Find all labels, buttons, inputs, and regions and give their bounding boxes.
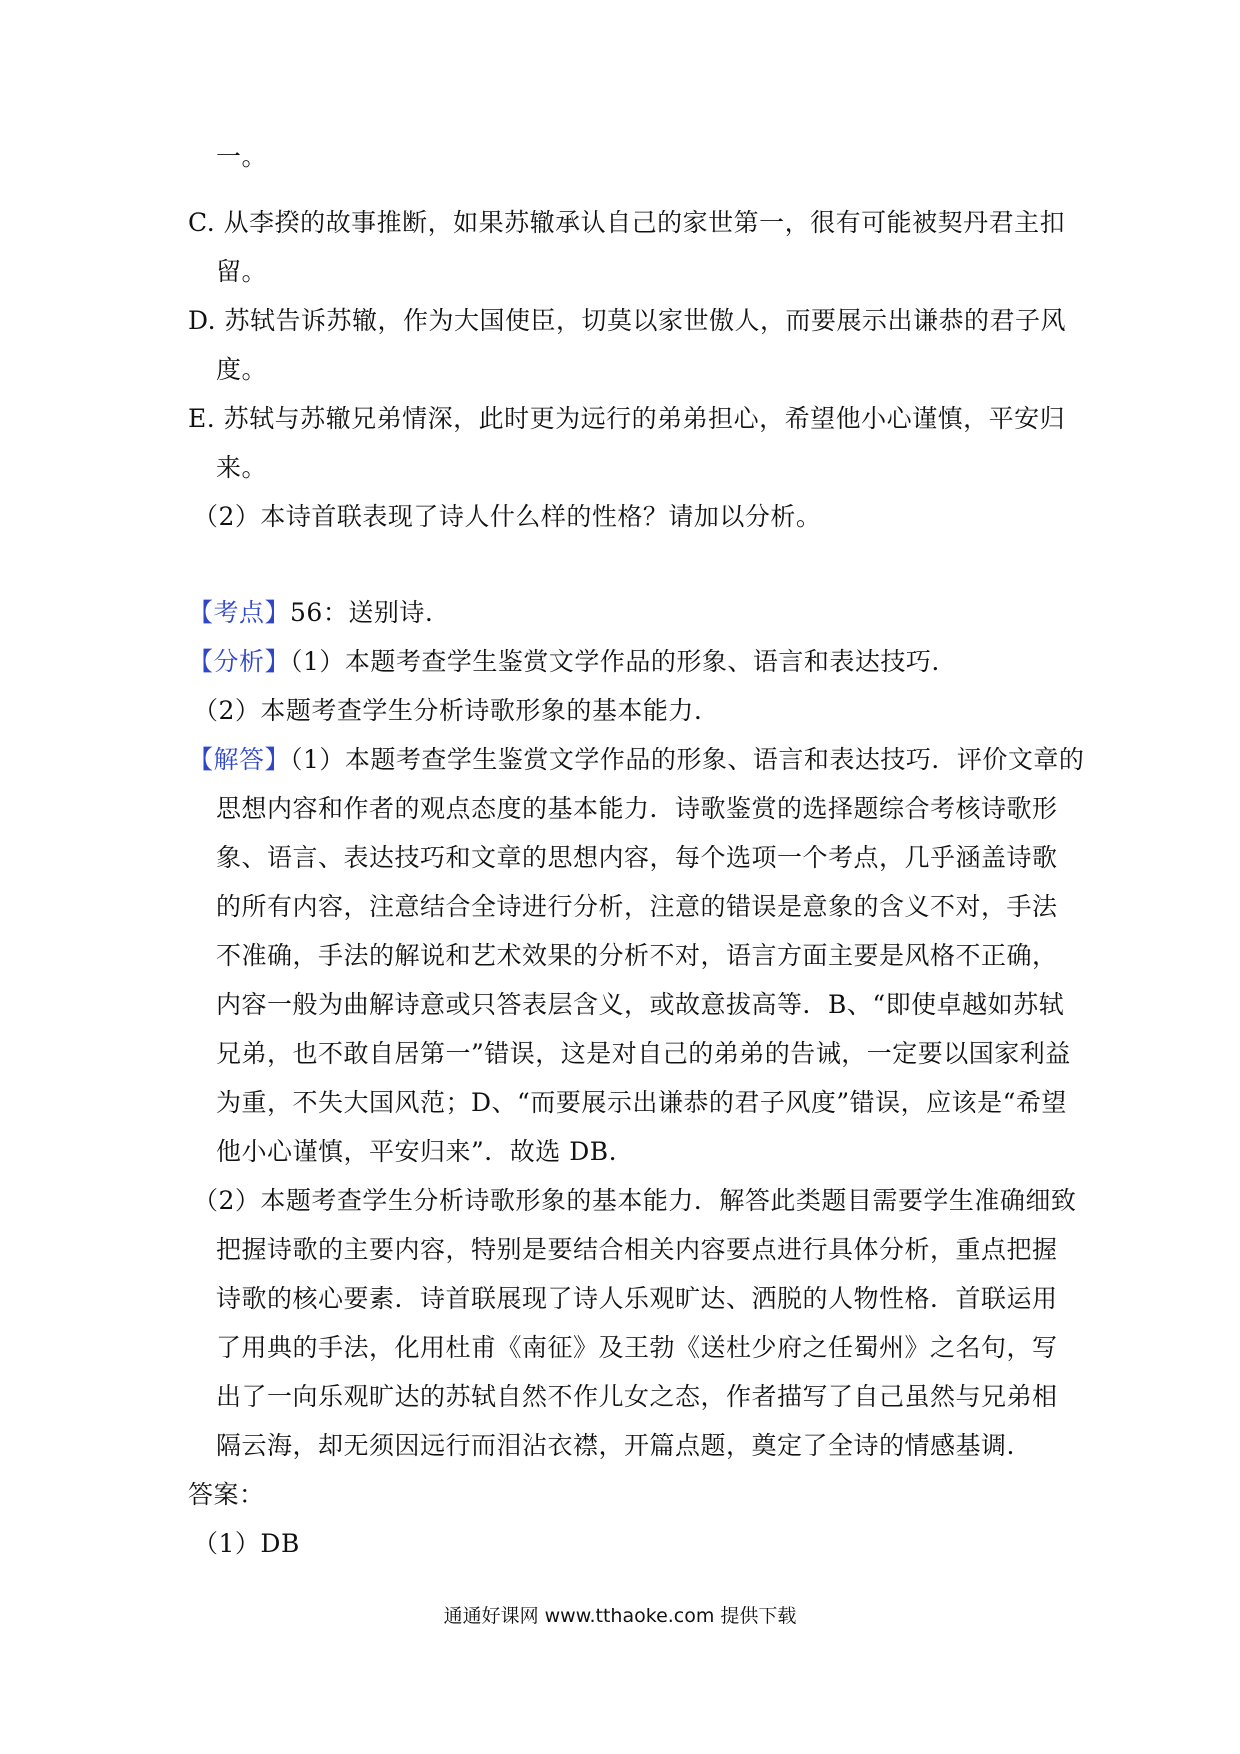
jieda-p1-line: 的所有内容，注意结合全诗进行分析，注意的错误是意象的含义不对，手法	[216, 892, 1058, 921]
fenxi-tag: 【分析】	[188, 647, 291, 676]
jieda-p1-line: （1）本题考查学生鉴赏文学作品的形象、语言和表达技巧．评价文章的	[290, 745, 1085, 774]
jieda-p1-line: 兄弟，也不敢自居第一”错误，这是对自己的弟弟的告诫，一定要以国家利益	[216, 1039, 1071, 1068]
option-c-line1: C. 从李揆的故事推断，如果苏辙承认自己的家世第一，很有可能被契丹君主扣	[188, 208, 1066, 237]
footer-text: 通通好课网 www.tthaoke.com 提供下载	[443, 1605, 797, 1627]
option-d-line1: D. 苏轼告诉苏辙，作为大国使臣，切莫以家世傲人，而要展示出谦恭的君子风	[188, 306, 1067, 335]
jieda-p2-line: 隔云海，却无须因远行而泪沾衣襟，开篇点题，奠定了全诗的情感基调.	[216, 1431, 1015, 1460]
jieda-p1-line: 为重，不失大国风范；D、“而要展示出谦恭的君子风度”错误，应该是“希望	[216, 1088, 1067, 1117]
option-b-tail: 一。	[216, 142, 268, 171]
jieda-row	[188, 743, 1084, 777]
kaodian-text: 56：送别诗.	[290, 598, 434, 627]
fenxi-row	[188, 645, 940, 679]
option-d-line2: 度。	[216, 355, 268, 384]
kaodian-row	[188, 596, 433, 630]
jieda-p1-line: 思想内容和作者的观点态度的基本能力．诗歌鉴赏的选择题综合考核诗歌形	[216, 794, 1058, 823]
jieda-p1-line: 他小心谨慎，平安归来”．故选 DB.	[216, 1137, 618, 1166]
option-c-line2: 留。	[216, 257, 268, 286]
jieda-p2-line: （2）本题考查学生分析诗歌形象的基本能力．解答此类题目需要学生准确细致	[193, 1186, 1077, 1215]
answer-label: 答案：	[188, 1480, 265, 1509]
kaodian-tag: 【考点】	[188, 598, 291, 627]
jieda-tag: 【解答】	[188, 745, 291, 774]
jieda-p1-line: 不准确，手法的解说和艺术效果的分析不对，语言方面主要是风格不正确，	[216, 941, 1058, 970]
jieda-p2-line: 了用典的手法，化用杜甫《南征》及王勃《送杜少府之任蜀州》之名句，写	[216, 1333, 1058, 1362]
jieda-p1-line: 内容一般为曲解诗意或只答表层含义，或故意拔高等．B、“即使卓越如苏轼	[216, 990, 1065, 1019]
jieda-p2-line: 诗歌的核心要素．诗首联展现了诗人乐观旷达、洒脱的人物性格．首联运用	[216, 1284, 1058, 1313]
option-e-line1: E. 苏轼与苏辙兄弟情深，此时更为远行的弟弟担心，希望他小心谨慎，平安归	[188, 404, 1066, 433]
option-e-line2: 来。	[216, 453, 268, 482]
fenxi-line2: （2）本题考查学生分析诗歌形象的基本能力.	[193, 696, 703, 725]
jieda-p2-line: 出了一向乐观旷达的苏轼自然不作儿女之态，作者描写了自己虽然与兄弟相	[216, 1382, 1058, 1411]
jieda-p2-line: 把握诗歌的主要内容，特别是要结合相关内容要点进行具体分析，重点把握	[216, 1235, 1058, 1264]
jieda-p1-line: 象、语言、表达技巧和文章的思想内容，每个选项一个考点，几乎涵盖诗歌	[216, 843, 1058, 872]
answer-line1: （1）DB	[193, 1529, 300, 1558]
question-2: （2）本诗首联表现了诗人什么样的性格？请加以分析。	[193, 502, 822, 531]
fenxi-line1: （1）本题考查学生鉴赏文学作品的形象、语言和表达技巧.	[290, 647, 940, 676]
